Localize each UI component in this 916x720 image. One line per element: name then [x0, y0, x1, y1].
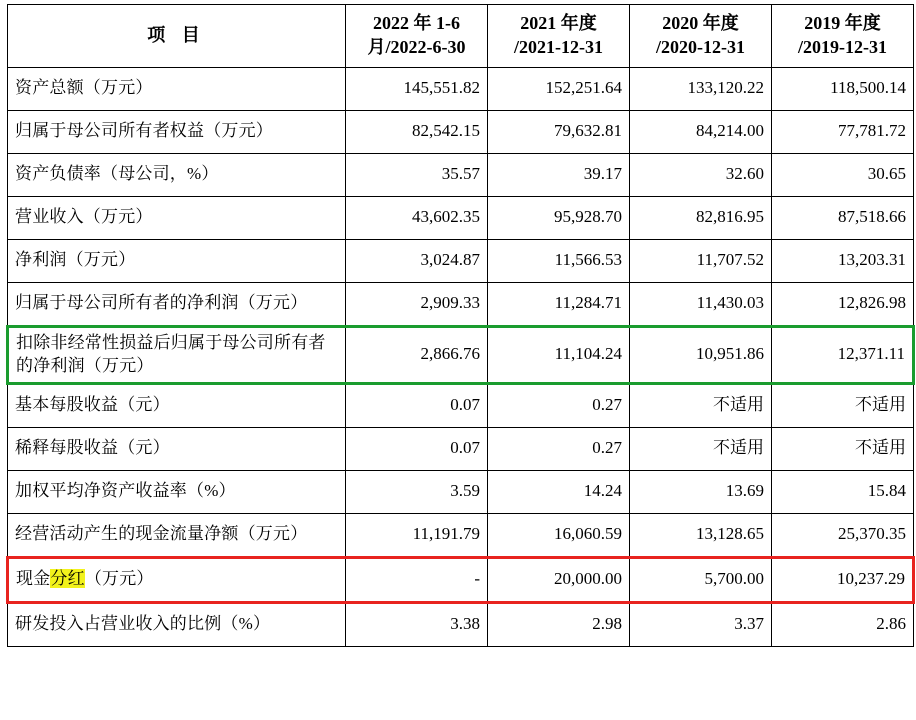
row-value: 2.86	[772, 602, 914, 646]
column-header-2021	[488, 5, 630, 68]
table-row	[8, 557, 914, 602]
row-label: 归属于母公司所有者权益（万元）	[8, 110, 346, 153]
row-label: 稀释每股收益（元）	[8, 427, 346, 470]
column-header-2019-line1: 2019 年度	[804, 13, 881, 33]
row-value: 16,060.59	[488, 513, 630, 557]
table-row	[8, 110, 914, 153]
financial-summary-table-page	[0, 4, 916, 720]
table-row	[8, 239, 914, 282]
column-header-2020	[630, 5, 772, 68]
table-row	[8, 427, 914, 470]
row-value: 87,518.66	[772, 196, 914, 239]
row-value: 3.37	[630, 602, 772, 646]
column-header-2019	[772, 5, 914, 68]
row-value: 11,104.24	[488, 326, 630, 383]
row-value: 118,500.14	[772, 67, 914, 110]
row-value: 12,826.98	[772, 282, 914, 326]
row-value: 0.27	[488, 427, 630, 470]
row-label: 净利润（万元）	[8, 239, 346, 282]
row-value: 10,951.86	[630, 326, 772, 383]
column-header-2019-line2: /2019-12-31	[798, 36, 887, 57]
row-value: 不适用	[630, 427, 772, 470]
row-value: 不适用	[630, 383, 772, 427]
row-value: 95,928.70	[488, 196, 630, 239]
row-value: 15.84	[772, 470, 914, 513]
row-label: 基本每股收益（元）	[8, 383, 346, 427]
row-value: 152,251.64	[488, 67, 630, 110]
highlighted-text: 分红	[50, 569, 85, 589]
row-value: 2,866.76	[346, 326, 488, 383]
row-value: 25,370.35	[772, 513, 914, 557]
row-label: 资产总额（万元）	[8, 67, 346, 110]
row-value: 2.98	[488, 602, 630, 646]
row-value: 39.17	[488, 153, 630, 196]
row-label: 现金分红（万元）	[8, 557, 346, 602]
column-header-item	[8, 5, 346, 68]
row-value: -	[346, 557, 488, 602]
row-value: 12,371.11	[772, 326, 914, 383]
row-value: 不适用	[772, 383, 914, 427]
row-label: 加权平均净资产收益率（%）	[8, 470, 346, 513]
row-value: 不适用	[772, 427, 914, 470]
column-header-2021-line2: /2021-12-31	[514, 36, 603, 57]
row-value: 82,542.15	[346, 110, 488, 153]
row-value: 11,191.79	[346, 513, 488, 557]
table-row	[8, 383, 914, 427]
row-label: 经营活动产生的现金流量净额（万元）	[8, 513, 346, 557]
financial-summary-table	[6, 4, 915, 647]
row-value: 0.07	[346, 383, 488, 427]
row-value: 32.60	[630, 153, 772, 196]
table-header-row	[8, 5, 914, 68]
row-value: 0.07	[346, 427, 488, 470]
row-value: 3.59	[346, 470, 488, 513]
row-value: 3,024.87	[346, 239, 488, 282]
table-row	[8, 282, 914, 326]
table-header	[8, 5, 914, 68]
row-value: 13,128.65	[630, 513, 772, 557]
row-label: 归属于母公司所有者的净利润（万元）	[8, 282, 346, 326]
row-value: 13,203.31	[772, 239, 914, 282]
column-header-item-line1: 项 目	[147, 24, 206, 45]
row-label: 营业收入（万元）	[8, 196, 346, 239]
row-label: 扣除非经常性损益后归属于母公司所有者的净利润（万元）	[8, 326, 346, 383]
row-value: 3.38	[346, 602, 488, 646]
row-value: 30.65	[772, 153, 914, 196]
row-value: 77,781.72	[772, 110, 914, 153]
row-value: 79,632.81	[488, 110, 630, 153]
column-header-2020-line1: 2020 年度	[662, 13, 739, 33]
table-row	[8, 513, 914, 557]
row-value: 20,000.00	[488, 557, 630, 602]
row-value: 43,602.35	[346, 196, 488, 239]
row-value: 35.57	[346, 153, 488, 196]
row-value: 13.69	[630, 470, 772, 513]
row-value: 0.27	[488, 383, 630, 427]
row-value: 11,707.52	[630, 239, 772, 282]
table-row	[8, 196, 914, 239]
table-row	[8, 602, 914, 646]
row-label: 研发投入占营业收入的比例（%）	[8, 602, 346, 646]
column-header-2021-line1: 2021 年度	[520, 13, 597, 33]
column-header-2022h1-line2: 月/2022-6-30	[367, 36, 466, 57]
table-row	[8, 153, 914, 196]
table-row	[8, 470, 914, 513]
row-value: 11,284.71	[488, 282, 630, 326]
row-value: 11,566.53	[488, 239, 630, 282]
row-value: 2,909.33	[346, 282, 488, 326]
column-header-2022h1-line1: 2022 年 1-6	[373, 13, 460, 33]
table-body	[8, 67, 914, 646]
row-value: 14.24	[488, 470, 630, 513]
row-value: 84,214.00	[630, 110, 772, 153]
column-header-2020-line2: /2020-12-31	[656, 36, 745, 57]
row-value: 5,700.00	[630, 557, 772, 602]
column-header-2022h1	[346, 5, 488, 68]
table-row	[8, 67, 914, 110]
row-value: 11,430.03	[630, 282, 772, 326]
row-value: 145,551.82	[346, 67, 488, 110]
row-value: 10,237.29	[772, 557, 914, 602]
row-value: 82,816.95	[630, 196, 772, 239]
row-value: 133,120.22	[630, 67, 772, 110]
table-row	[8, 326, 914, 383]
row-label: 资产负债率（母公司，%）	[8, 153, 346, 196]
